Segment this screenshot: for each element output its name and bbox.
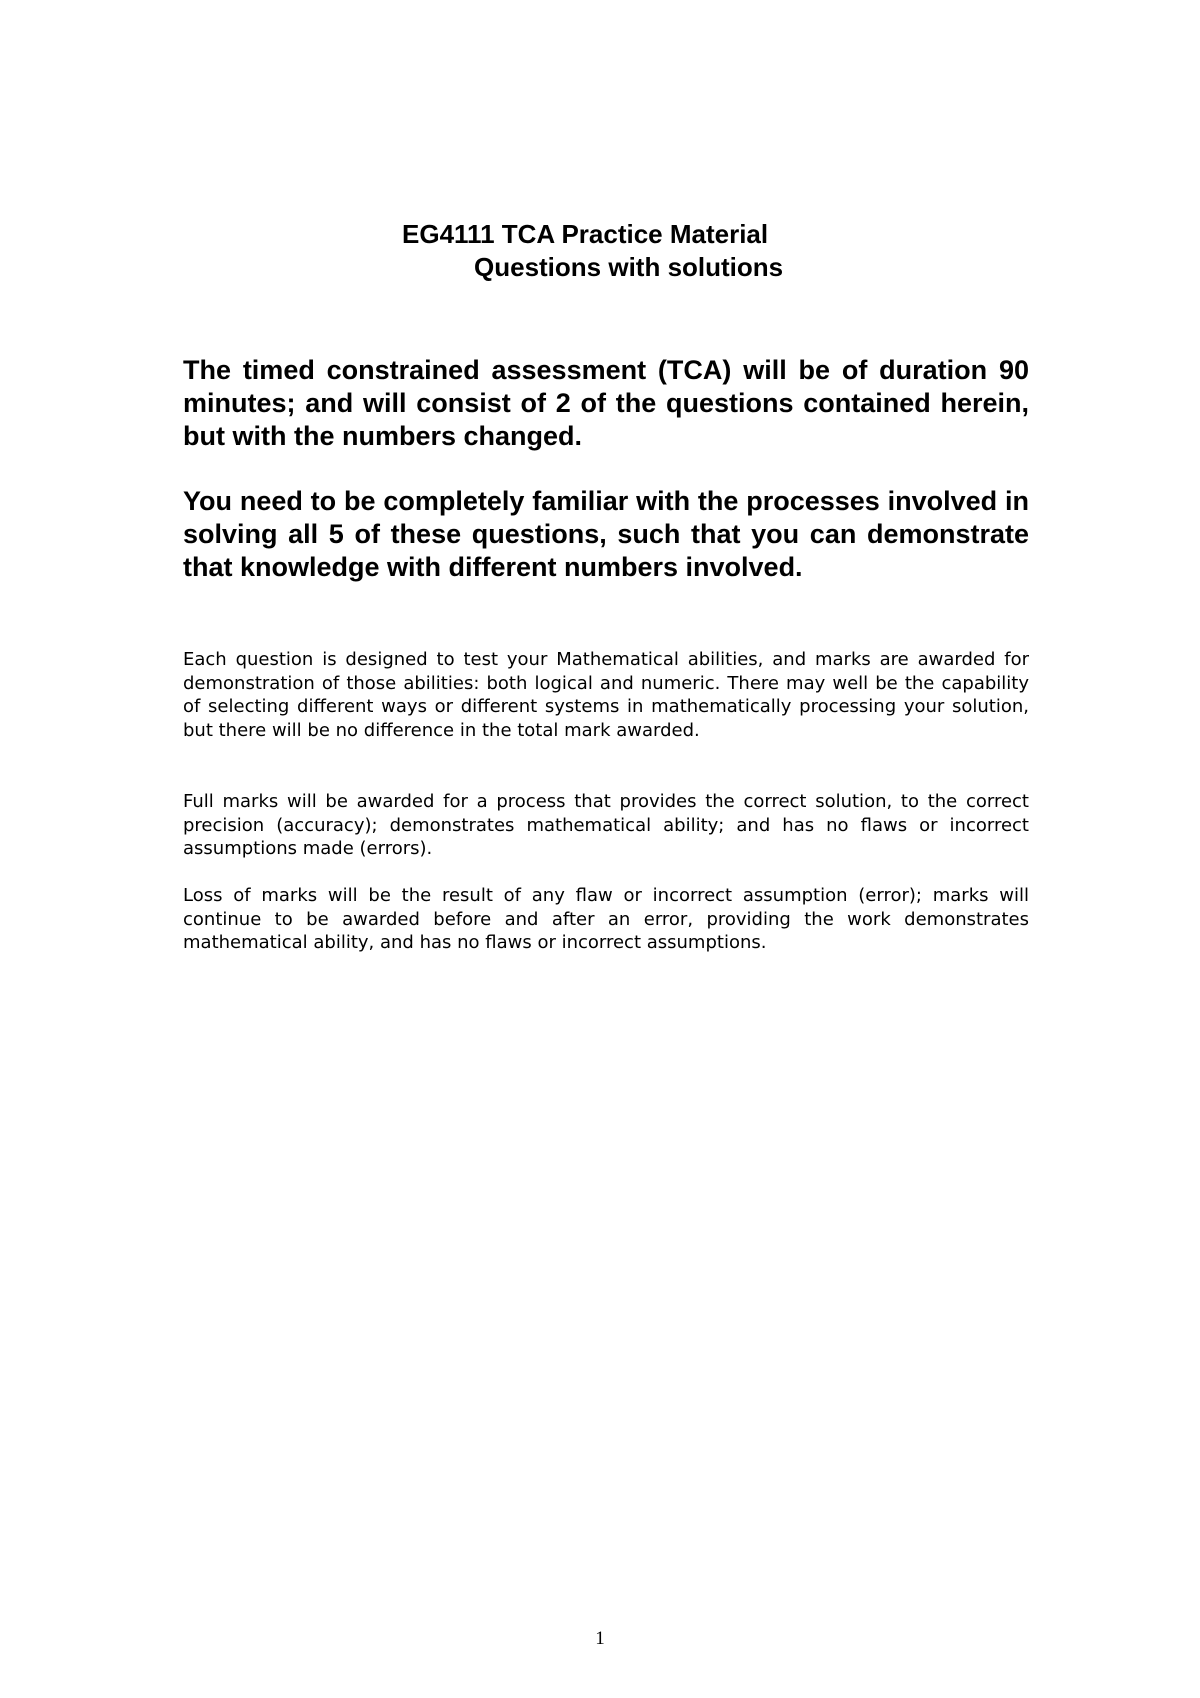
familiarity-paragraph: You need to be completely familiar with the processes involved in solving all 5 of these questions, such that you can demonstrate that knowledge with different numbers involved.	[183, 486, 1029, 582]
tca-duration-paragraph: The timed constrained assessment (TCA) will be of duration 90 minutes; and will consist of 2 of the questions contained herein, but with the numbers changed.	[183, 355, 1029, 451]
full-marks-paragraph: Full marks will be awarded for a process that provides the correct solution, to the correct precision (accuracy); demonstrates mathematical ability; and has no flaws or incorrect assumptions made (errors).	[183, 791, 1029, 859]
document-title: EG4111 TCA Practice Material	[402, 219, 769, 249]
document-subtitle: Questions with solutions	[474, 252, 784, 282]
loss-of-marks-paragraph: Loss of marks will be the result of any flaw or incorrect assumption (error); marks will continue to be awarded before and after an error, providing the work demonstrates mathematical ability, and has no flaws or incorrect assumptions.	[183, 885, 1029, 953]
marking-ability-paragraph: Each question is designed to test your Mathematical abilities, and marks are awarded for demonstration of those abilities: both logical and numeric. There may well be the capability of selecting different ways or different systems in mathematically processing your solution, but there will be no difference in the total mark awarded.	[183, 649, 1029, 741]
page-number: 1	[595, 1628, 605, 1649]
